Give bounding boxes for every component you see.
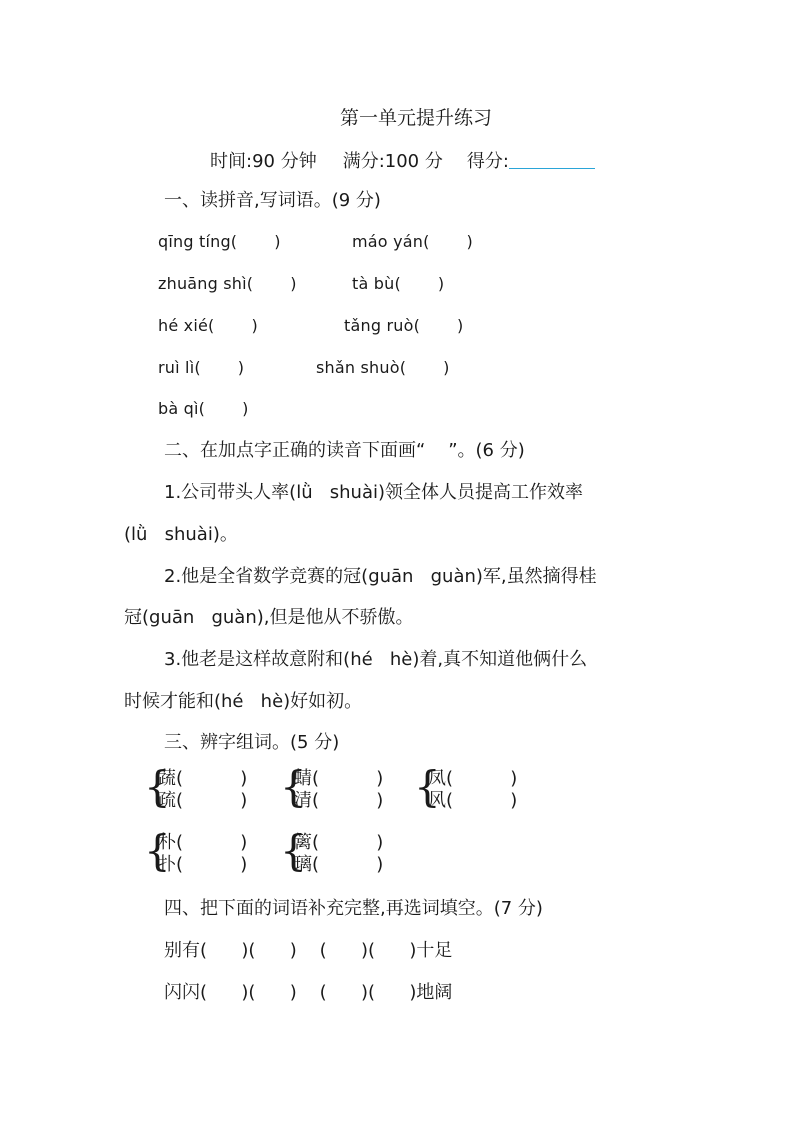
word-pair-bottom[interactable]: 风( ): [428, 790, 518, 811]
brace-icon: {: [144, 762, 171, 811]
pinyin-item[interactable]: máo yán( ): [352, 232, 473, 251]
question-3-line2: 时候才能和(hé hè)好如初。: [124, 691, 363, 712]
idiom-row-2[interactable]: 闪闪( )( ) ( )( )地阔: [164, 982, 453, 1003]
pinyin-item[interactable]: tǎng ruò( ): [344, 316, 464, 335]
question-2-line2: 冠(guān guàn),但是他从不骄傲。: [124, 607, 414, 628]
word-pair-top[interactable]: 朴( ): [158, 832, 248, 853]
brace-icon: {: [414, 762, 441, 811]
word-pair-top[interactable]: 凤( ): [428, 768, 518, 789]
section2-heading: 二、在加点字正确的读音下面画“ ”。(6 分): [164, 440, 525, 461]
question-2-line1: 2.他是全省数学竞赛的冠(guān guàn)军,虽然摘得桂: [164, 566, 597, 587]
pinyin-item[interactable]: zhuāng shì( ): [158, 274, 297, 293]
pinyin-item[interactable]: hé xié( ): [158, 316, 258, 335]
word-pair-top[interactable]: 蜻( ): [294, 768, 384, 789]
brace-icon: {: [144, 826, 171, 875]
word-pair-bottom[interactable]: 清( ): [294, 790, 384, 811]
question-3-line1: 3.他老是这样故意附和(hé hè)着,真不知道他俩什么: [164, 649, 588, 670]
word-pair-top[interactable]: 蔬( ): [158, 768, 248, 789]
time-limit: 时间:90 分钟: [210, 151, 317, 172]
question-1-line2: (lǜ shuài)。: [124, 524, 238, 545]
pinyin-item[interactable]: shǎn shuò( ): [316, 358, 450, 377]
pinyin-item[interactable]: tà bù( ): [352, 274, 445, 293]
brace-icon: {: [280, 762, 307, 811]
page-title: 第一单元提升练习: [339, 107, 492, 129]
score-label: 得分:: [466, 151, 509, 172]
question-1-line1: 1.公司带头人率(lǜ shuài)领全体人员提高工作效率: [164, 482, 584, 503]
word-pair-bottom[interactable]: 扑( ): [158, 854, 248, 875]
exam-meta: [210, 148, 595, 174]
idiom-row-1[interactable]: 别有( )( ) ( )( )十足: [164, 940, 453, 961]
section3-heading: 三、辨字组词。(5 分): [164, 732, 340, 753]
full-score: 满分:100 分: [342, 151, 443, 172]
brace-icon: {: [280, 826, 307, 875]
score-blank[interactable]: [509, 148, 595, 169]
pinyin-item[interactable]: qīng tíng( ): [158, 232, 281, 251]
section1-heading: 一、读拼音,写词语。(9 分): [164, 190, 381, 211]
word-pair-top[interactable]: 篱( ): [294, 832, 384, 853]
pinyin-item[interactable]: ruì lì( ): [158, 358, 245, 377]
word-pair-bottom[interactable]: 璃( ): [294, 854, 384, 875]
word-pair-bottom[interactable]: 疏( ): [158, 790, 248, 811]
pinyin-item[interactable]: bà qì( ): [158, 399, 249, 418]
section4-heading: 四、把下面的词语补充完整,再选词填空。(7 分): [164, 898, 543, 919]
